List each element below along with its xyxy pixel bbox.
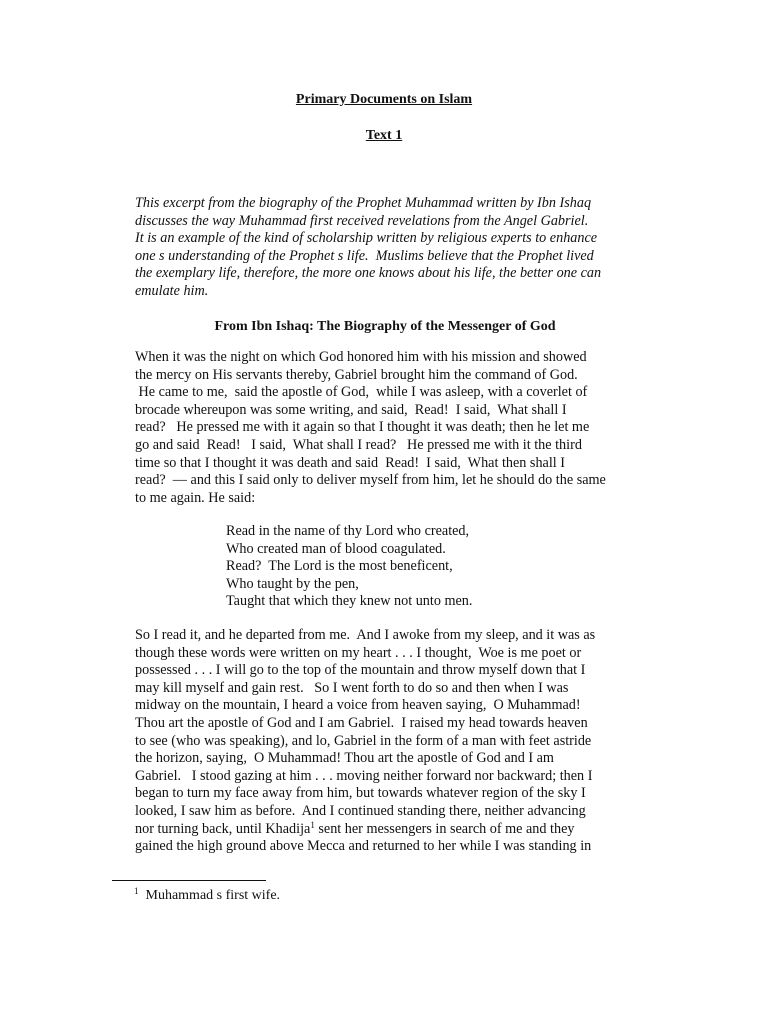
paragraph-1 [135,349,645,507]
paragraph-line: midway on the mountain, I heard a voice from heaven saying, O Muhammad! [135,697,581,714]
footnote-divider [112,880,266,881]
footnote-reference[interactable]: 1 [310,819,315,830]
footnote-text: Muhammad s first wife. [138,888,281,903]
paragraph-line: go and said Read! I said, What shall I read? He pressed me with it the third [135,436,582,453]
verse-line: Read? The Lord is the most beneficent, [226,558,453,575]
paragraph-line: brocade whereupon was some writing, and said, Read! I said, What shall I [135,401,567,418]
paragraph-line: the horizon, saying, O Muhammad! Thou art the apostle of God and I am [135,750,554,767]
paragraph-line: read? — and this I said only to deliver myself from him, let he should do the same [135,472,606,489]
verse-line: Taught that which they knew not unto men. [226,593,473,610]
verse-line: Who taught by the pen, [226,575,359,592]
footnote [134,887,280,905]
intro-line: It is an example of the kind of scholarship written by religious experts to enhance [135,230,598,247]
intro-line: one s understanding of the Prophet s life. Muslims believe that the Prophet lived [135,247,594,264]
paragraph-line: read? He pressed me with it again so that I thought it was death; then he let me [135,419,590,436]
paragraph-line: When it was the night on which God honored him with his mission and showed [135,349,587,365]
paragraph-text: nor turning back, until Khadija [135,820,311,837]
paragraph-line: gained the high ground above Mecca and returned to her while I was standing in [135,838,592,855]
verse-line: Read in the name of thy Lord who created, [226,523,470,539]
paragraph-text: sent her messengers in search of me and they [314,820,575,837]
paragraph-line: to see (who was speaking), and lo, Gabriel in the form of a man with feet astride [135,732,592,749]
document-subtitle: Text 1 [365,128,403,143]
paragraph-line: began to turn my face away from him, but towards whatever region of the sky I [135,785,586,802]
footnote-number: 1 [134,886,139,896]
intro-paragraph [135,195,635,301]
paragraph-line: He came to me, said the apostle of God, while I was asleep, with a coverlet of [135,384,588,401]
intro-line: discusses the way Muhammad first received revelations from the Angel Gabriel. [135,212,589,229]
paragraph-line: looked, I saw him as before. And I continued standing there, neither advancing [135,802,586,819]
intro-line: the exemplary life, therefore, the more one knows about his life, the better one can [135,265,602,282]
section-heading: From Ibn Ishaq: The Biography of the Messenger of God [214,319,556,334]
paragraph-line [135,821,645,839]
paragraph-line: though these words were written on my heart . . . I thought, Woe is me poet or [135,644,582,661]
paragraph-line: to me again. He said: [135,489,256,506]
paragraph-line: possessed . . . I will go to the top of the mountain and throw myself down that I [135,662,586,679]
intro-line: emulate him. [135,282,209,299]
paragraph-line: So I read it, and he departed from me. And I awoke from my sleep, and it was as [135,627,596,643]
paragraph-line: Thou art the apostle of God and I am Gabriel. I raised my head towards heaven [135,714,588,731]
intro-line: This excerpt from the biography of the Prophet Muhammad written by Ibn Ishaq [135,195,592,211]
quoted-verse [226,523,626,611]
verse-line: Who created man of blood coagulated. [226,540,446,557]
paragraph-line: the mercy on His servants thereby, Gabriel brought him the command of God. [135,366,578,383]
paragraph-line: time so that I thought it was death and said Read! I said, What then shall I [135,454,565,471]
document-title: Primary Documents on Islam [295,92,473,107]
paragraph-line: may kill myself and gain rest. So I went forth to do so and then when I was [135,679,569,696]
paragraph-2 [135,627,645,856]
paragraph-line: Gabriel. I stood gazing at him . . . moving neither forward nor backward; then I [135,767,593,784]
